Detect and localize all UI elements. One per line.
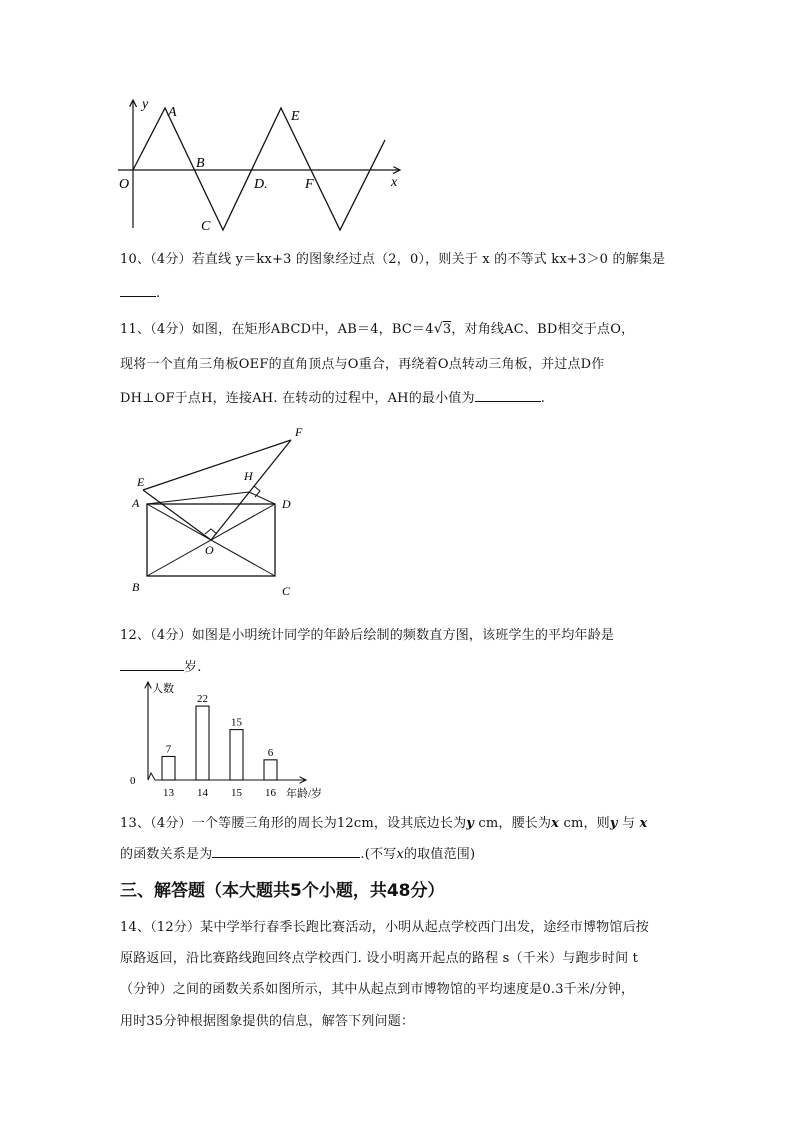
hist-category-13: 13: [163, 787, 174, 799]
q11-sqrt-radicand: 3: [442, 322, 452, 337]
q10-line1: 10、（4分）若直线 y＝kx+3 的图象经过点（2，0），则关于 x 的不等式 kx+3＞0 的解集是: [120, 252, 666, 267]
section-title: 三、解答题（本大题共5个小题，共48分）: [120, 881, 445, 901]
label-y: y: [142, 97, 149, 112]
q13-var-x: x: [551, 816, 560, 831]
q10-line2: [120, 282, 160, 301]
q11-line1-b: ，对角线AC、BD相交于点O，: [451, 322, 635, 337]
q10-end: .: [156, 286, 161, 301]
hist-bar-13: [162, 756, 175, 780]
q14-line1: 14、（12分）某中学举行春季长跑比赛活动，小明从起点学校西门出发，途经市博物馆后按: [120, 920, 649, 935]
q11-line1-a: 11、（4分）如图，在矩形ABCD中，AB＝4，BC＝: [120, 322, 426, 337]
q14-line4: 用时35分钟根据图象提供的信息，解答下列问题：: [120, 1014, 415, 1029]
q13-var-y: y: [466, 816, 475, 831]
label-O: O: [119, 177, 130, 192]
q13-unit1: cm，腰长为: [474, 816, 552, 831]
q11-answer-blank[interactable]: [475, 387, 541, 402]
label-B: B: [132, 580, 140, 594]
q12-end: 岁.: [184, 660, 202, 675]
hist-value-16: 6: [267, 746, 274, 759]
label-E: E: [291, 109, 300, 124]
hist-category-15: 15: [231, 787, 242, 799]
hist-category-14: 14: [197, 787, 208, 799]
segment-ah: [147, 492, 249, 504]
label-A: A: [132, 496, 140, 510]
age-histogram: [120, 676, 340, 802]
hist-category-16: 16: [265, 787, 276, 799]
hist-xlabel: 年龄/岁: [286, 788, 323, 800]
q11-line1: [120, 318, 634, 337]
q10-answer-blank[interactable]: [120, 282, 156, 297]
segment-dh: [249, 492, 275, 504]
q11-line2: 现将一个直角三角板OEF的直角顶点与O重合，再绕着O点转动三角板，并过点D作: [120, 357, 605, 372]
segment-of: [211, 440, 291, 540]
label-F: F: [305, 177, 314, 192]
q13-var-x2: x: [639, 816, 648, 831]
label-A: A: [168, 105, 177, 120]
q11-sqrt-coef: 4: [425, 322, 434, 337]
hist-bar-15: [230, 730, 243, 780]
q13-mid: 与: [617, 816, 640, 831]
hist-ylabel: 人数: [152, 683, 174, 695]
q13-line2: [120, 843, 475, 862]
hist-value-15: 15: [231, 716, 242, 729]
q13-line1-a: 13、（4分）一个等腰三角形的周长为12cm，设其底边长为: [120, 816, 467, 831]
q11-end: .: [540, 391, 546, 406]
hist-bar-14: [196, 706, 209, 780]
rectangle-diagram: [125, 420, 315, 600]
label-D: D: [282, 497, 291, 511]
q12-answer-blank[interactable]: [120, 656, 184, 671]
segment-ef: [143, 440, 291, 490]
hist-value-13: 7: [165, 743, 172, 756]
q13-line2-b: .(不写: [360, 847, 397, 862]
q12-line1: 12、（4分）如图是小明统计同学的年龄后绘制的频数直方图，该班学生的平均年龄是: [120, 628, 615, 643]
label-C: C: [201, 219, 211, 234]
q12-line2: [120, 656, 202, 675]
label-F: F: [295, 425, 303, 439]
hist-value-14: 22: [197, 693, 208, 706]
q13-unit2: cm，则: [559, 816, 610, 831]
label-D: D.: [254, 177, 268, 192]
hist-bar-16: [264, 760, 277, 780]
q13-var-x3: x: [396, 847, 404, 862]
q13-line1: [120, 812, 647, 831]
q13-answer-blank[interactable]: [212, 843, 360, 858]
label-H: H: [244, 469, 253, 483]
q13-var-y2: y: [609, 816, 618, 831]
q13-line2-a: 的函数关系是为: [120, 847, 213, 862]
label-O: O: [205, 543, 214, 557]
zigzag-graph: [110, 92, 410, 242]
right-angle-h: [254, 486, 260, 497]
q14-line3: （分钟）之间的函数关系如图所示，其中从起点到市博物馆的平均速度是0.3千米/分钟，: [120, 982, 635, 997]
label-x: x: [391, 175, 398, 190]
q11-line3: [120, 387, 545, 406]
right-angle-o: [205, 529, 217, 534]
label-B: B: [196, 156, 205, 171]
q13-line2-c: 的取值范围): [403, 847, 476, 862]
q14-line2: 原路返回，沿比赛路线跑回终点学校西门. 设小明离开起点的路程 s（千米）与跑步时间 t: [120, 951, 639, 966]
q11-line3-a: DH⊥OF于点H，连接AH. 在转动的过程中，AH的最小值为: [120, 391, 475, 406]
axis-break-icon: [148, 773, 158, 780]
hist-origin: 0: [130, 775, 136, 787]
label-E: E: [137, 475, 145, 489]
sqrt-icon: √: [433, 321, 443, 337]
label-C: C: [282, 584, 291, 598]
zigzag-line: [133, 108, 385, 230]
